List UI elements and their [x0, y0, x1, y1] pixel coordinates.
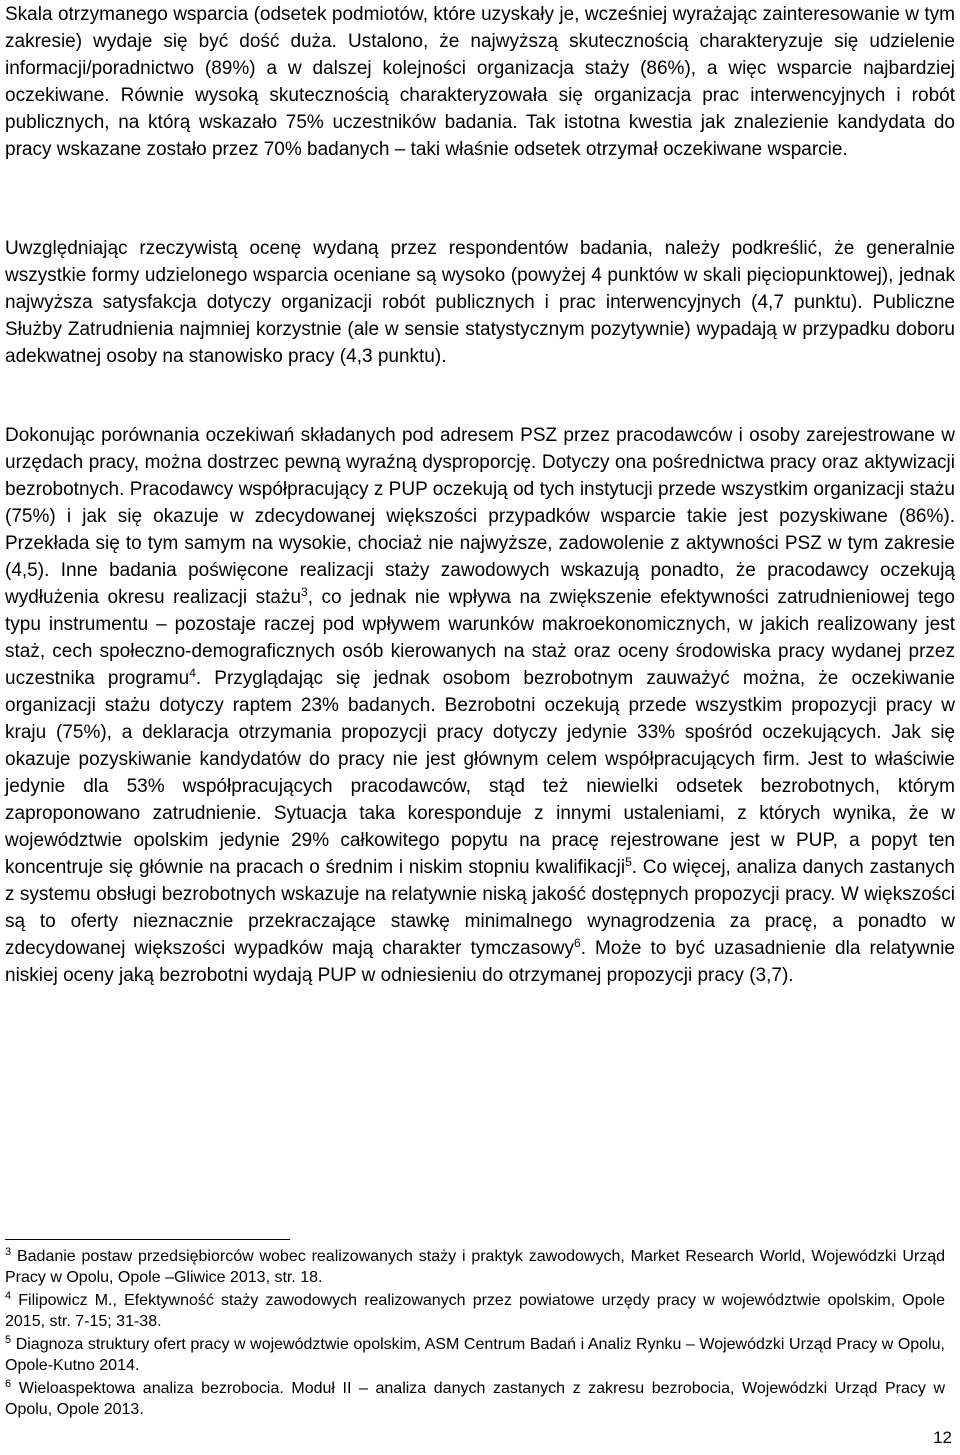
footnote-text: Wieloaspektowa analiza bezrobocia. Moduł II – analiza danych zastanych z zakresu bezrobocia, Wojewódzki Urząd Pracy w Opolu, Opole 2013.: [5, 1380, 946, 1418]
paragraph-3-text-d: . Co więcej, analiza danych zastanych z systemu obsługi bezrobotnych wskazuje na relatywnie niską jakość dostępnych propozycji pracy. W większości są to oferty nieznacznie przekraczające stawkę minimalnego wynagrodzenia za pracę, a ponadto w zdecydowanej większości wypadków mają charakter tymczasowy: [5, 857, 955, 959]
paragraph-2-text: Uwzględniając rzeczywistą ocenę wydaną przez respondentów badania, należy podkreślić, że generalnie wszystkie formy udzielonego wsparcia oceniane są wysoko (powyżej 4 punktów w skali pięciopunktowej), jednak najwyższa satysfakcja dotyczy organizacji robót publicznych i prac interwencyjnych (4,7 punktu). Publiczne Służby Zatrudnienia najmniej korzystnie (ale w sensie statystycznym pozytywnie) wypadają w przypadku doboru adekwatnej osoby na stanowisko pracy (4,3 punktu).: [5, 238, 955, 367]
footnote-reference-4[interactable]: 4: [189, 666, 196, 680]
paragraph-3-text-e: . Może to być uzasadnienie dla relatywnie niskiej oceny jaką bezrobotni wydają PUP w odniesieniu do otrzymanej propozycji pracy (3,7).: [5, 938, 955, 986]
footnote-reference-3[interactable]: 3: [301, 585, 308, 599]
footnotes: [5, 1246, 945, 1422]
paragraph-1-text: Skala otrzymanego wsparcia (odsetek podmiotów, które uzyskały je, wcześniej wyrażając zainteresowanie w tym zakresie) wydaje się być dość duża. Ustalono, że najwyższą skutecznością charakteryzuje się udzielenie informacji/poradnictwo (89%) a w dalszej kolejności organizacja staży (86%), a więc wsparcie najbardziej oczekiwane. Równie wysoką skutecznością charakteryzowała się organizacja prac interwencyjnych i robót publicznych, na którą wskazało 75% uczestników badania. Tak istotna kwestia jak znalezienie kandydata do pracy wskazane zostało przez 70% badanych – taki właśnie odsetek otrzymał oczekiwane wsparcie.: [5, 4, 955, 160]
body-paragraph-3: [5, 422, 955, 989]
paragraph-3-text-c: . Przyglądając się jednak osobom bezrobotnym zauważyć można, że oczekiwanie organizacji stażu dotyczy raptem 23% badanych. Bezrobotni oczekują przede wszystkim propozycji pracy w kraju (75%), a deklaracja otrzymania propozycji pracy dotyczy jedynie 33% spośród oczekujących. Jak się okazuje pozyskiwanie kandydatów do pracy nie jest głównym celem współpracujących firm. Jest to właściwie jedynie dla 53% współpracujących pracodawców, stąd też niewielki odsetek bezrobotnych, którym zaproponowano zatrudnienie. Sytuacja taka koresponduje z innymi ustaleniami, z których wynika, że w województwie opolskim jedynie 29% całkowitego popytu na pracę rejestrowane jest w PUP, a popyt ten koncentruje się głównie na pracach o średnim i niskim stopniu kwalifikacji: [5, 668, 955, 878]
footnote-reference-5[interactable]: 5: [625, 855, 632, 869]
body-paragraph-2: [5, 235, 955, 370]
body-paragraph-1: [5, 1, 955, 163]
footnote-4: [5, 1290, 945, 1332]
footnote-text: Badanie postaw przedsiębiorców wobec realizowanych staży i praktyk zawodowych, Market Research World, Wojewódzki Urząd Pracy w Opolu, Opole –Gliwice 2013, str. 18.: [5, 1248, 945, 1286]
footnote-number: 3: [5, 1246, 12, 1258]
footnote-number: 4: [5, 1290, 12, 1302]
footnote-3: [5, 1246, 945, 1288]
footnote-text: Filipowicz M., Efektywność staży zawodowych realizowanych przez powiatowe urzędy pracy w województwie opolskim, Opole 2015, str. 7-15; 31-38.: [5, 1292, 945, 1330]
footnote-separator: [5, 1239, 290, 1240]
paragraph-3-text-a: Dokonując porównania oczekiwań składanych pod adresem PSZ przez pracodawców i osoby zarejestrowane w urzędach pracy, można dostrzec pewną wyraźną dysproporcję. Dotyczy ona pośrednictwa pracy oraz aktywizacji bezrobotnych. Pracodawcy współpracujący z PUP oczekują od tych instytucji przede wszystkim organizacji stażu (75%) i jak się okazuje w zdecydowanej większości przypadków wsparcie takie jest pozyskiwane (86%). Przekłada się to tym samym na wysokie, chociaż nie najwyższe, zadowolenie z aktywności PSZ w tym zakresie (4,5). Inne badania poświęcone realizacji staży zawodowych wskazują ponadto, że pracodawcy oczekują wydłużenia okresu realizacji stażu: [5, 425, 955, 608]
footnote-reference-6[interactable]: 6: [574, 936, 581, 950]
footnote-number: 5: [5, 1334, 12, 1346]
footnote-5: [5, 1334, 945, 1376]
footnote-number: 6: [5, 1378, 12, 1390]
page-number: 12: [933, 1428, 952, 1447]
footnote-text: Diagnoza struktury ofert pracy w województwie opolskim, ASM Centrum Badań i Analiz Rynku – Wojewódzki Urząd Pracy w Opolu, Opole-Kutno 2014.: [5, 1336, 945, 1374]
paragraph-3-text-b: , co jednak nie wpływa na zwiększenie efektywności zatrudnieniowej tego typu instrumentu – pozostaje raczej pod wpływem warunków makroekonomicznych, w jakich realizowany jest staż, cech społeczno-demograficznych osób kierowanych na staż oraz oceny środowiska pracy wydanej przez uczestnika programu: [5, 587, 955, 689]
footnote-6: [5, 1378, 945, 1420]
